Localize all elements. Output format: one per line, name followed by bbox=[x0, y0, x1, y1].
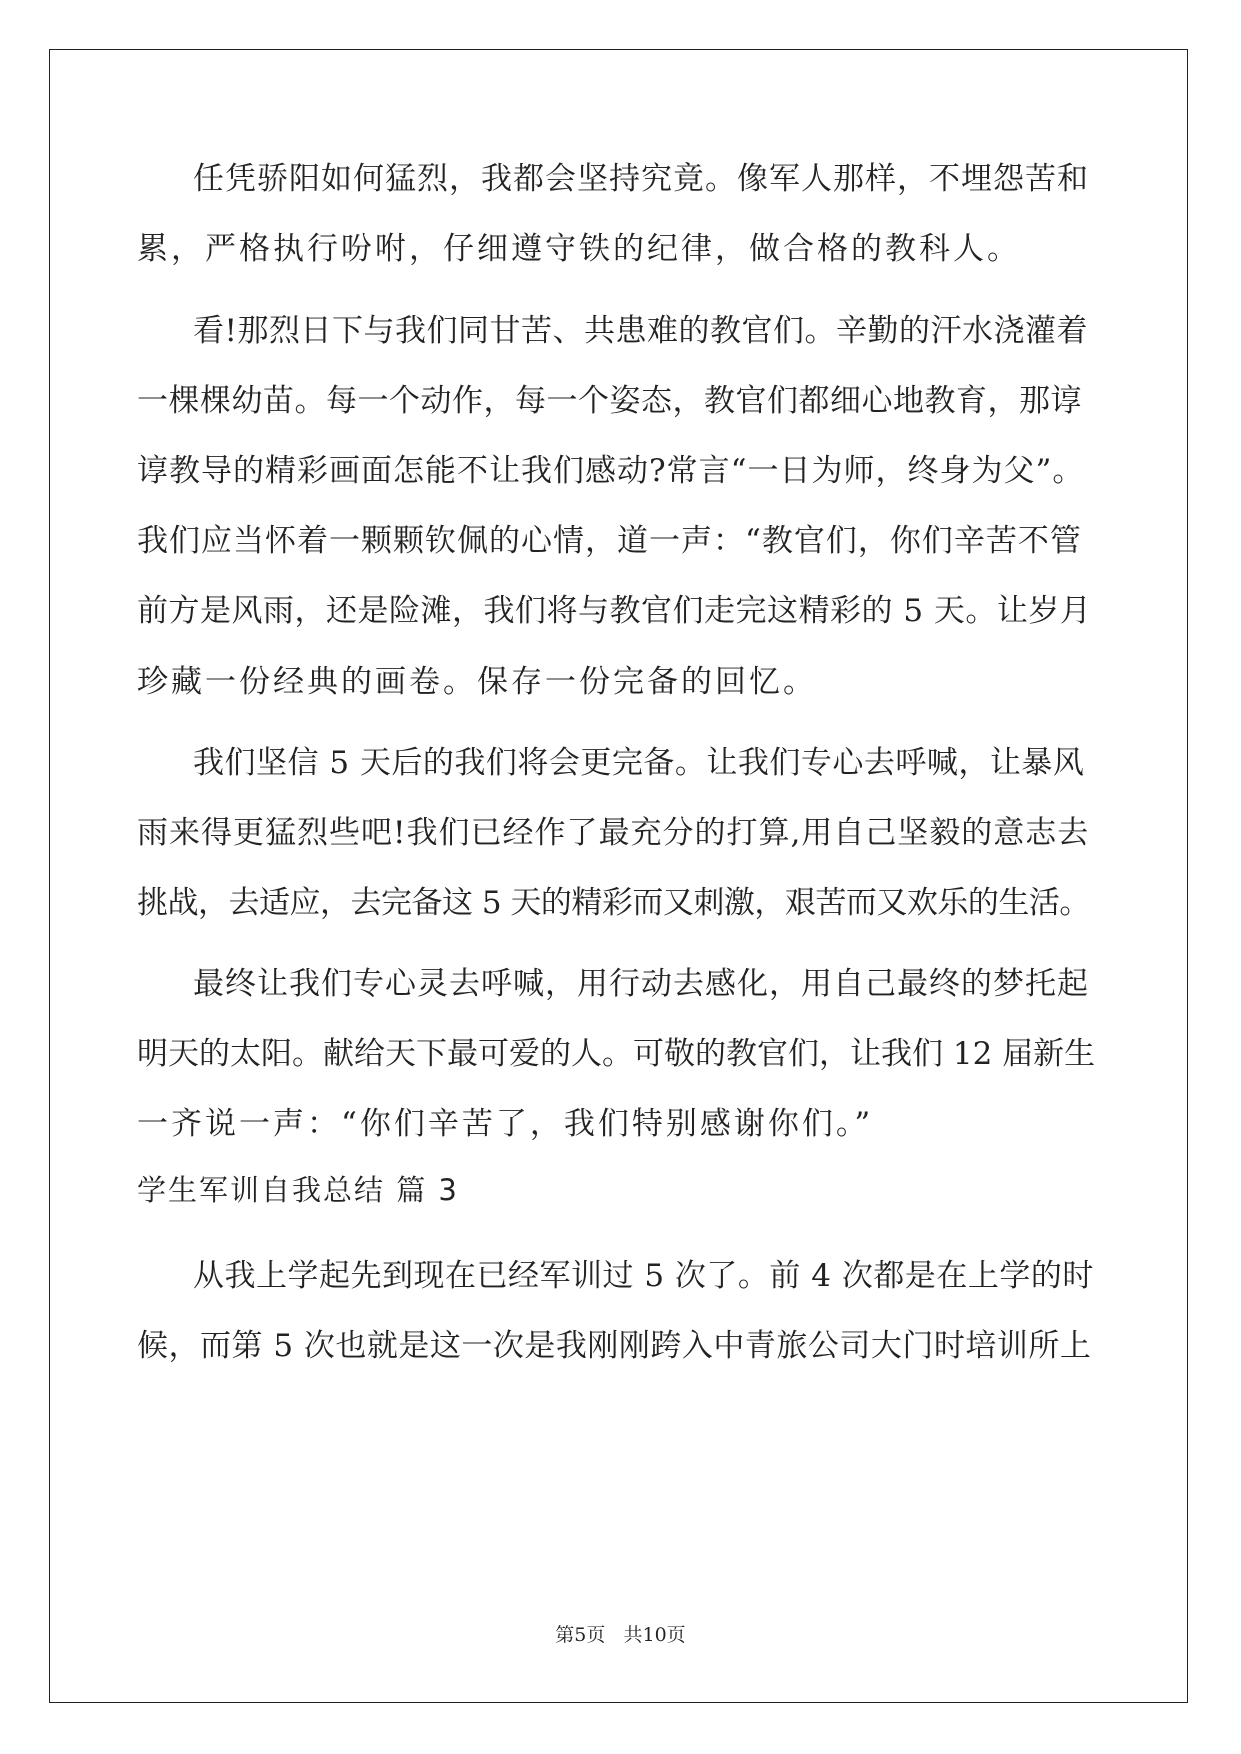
paragraph-line: 我们坚信 5 天后的我们将会更完备。让我们专心去呼喊，让暴风 bbox=[193, 745, 1085, 781]
paragraph-line: 累，严格执行吩咐，仔细遵守铁的纪律，做合格的教科人。 bbox=[137, 231, 1021, 267]
paragraph-line: 候，而第 5 次也就是这一次是我刚刚跨入中青旅公司大门时培训所上 bbox=[137, 1328, 1092, 1364]
paragraph-line: 一棵棵幼苗。每一个动作，每一个姿态，教官们都细心地教育，那谆 bbox=[137, 383, 1082, 419]
page-border bbox=[49, 49, 1188, 1703]
paragraph-line: 谆教导的精彩画面怎能不让我们感动?常言“一日为师，终身为父”。 bbox=[137, 453, 1085, 489]
paragraph-line: 挑战，去适应，去完备这 5 天的精彩而又刺激，艰苦而又欢乐的生活。 bbox=[137, 885, 1090, 921]
paragraph-line: 雨来得更猛烈些吧!我们已经作了最充分的打算,用自己坚毅的意志去 bbox=[137, 815, 1090, 851]
paragraph-line: 前方是风雨，还是险滩，我们将与教官们走完这精彩的 5 天。让岁月 bbox=[137, 593, 1092, 629]
paragraph-line: 任凭骄阳如何猛烈，我都会坚持究竟。像军人那样，不埋怨苦和 bbox=[193, 161, 1089, 197]
paragraph-line: 看!那烈日下与我们同甘苦、共患难的教官们。辛勤的汗水浇灌着 bbox=[193, 313, 1088, 349]
section-heading: 学生军训自我总结 篇 3 bbox=[137, 1173, 459, 1207]
paragraph-line: 最终让我们专心灵去呼喊，用行动去感化，用自己最终的梦托起 bbox=[193, 966, 1089, 1002]
paragraph-line: 我们应当怀着一颗颗钦佩的心情，道一声：“教官们，你们辛苦不管 bbox=[137, 523, 1082, 559]
paragraph-line: 明天的太阳。献给天下最可爱的人。可敬的教官们，让我们 12 届新生 bbox=[137, 1036, 1096, 1072]
page-footer: 第5页 共10页 bbox=[555, 1624, 686, 1646]
paragraph-line: 珍藏一份经典的画卷。保存一份完备的回忆。 bbox=[137, 664, 817, 700]
paragraph-line: 从我上学起先到现在已经军训过 5 次了。前 4 次都是在上学的时 bbox=[193, 1258, 1094, 1294]
paragraph-line: 一齐说一声：“你们辛苦了，我们特别感谢你们。” bbox=[137, 1106, 874, 1142]
